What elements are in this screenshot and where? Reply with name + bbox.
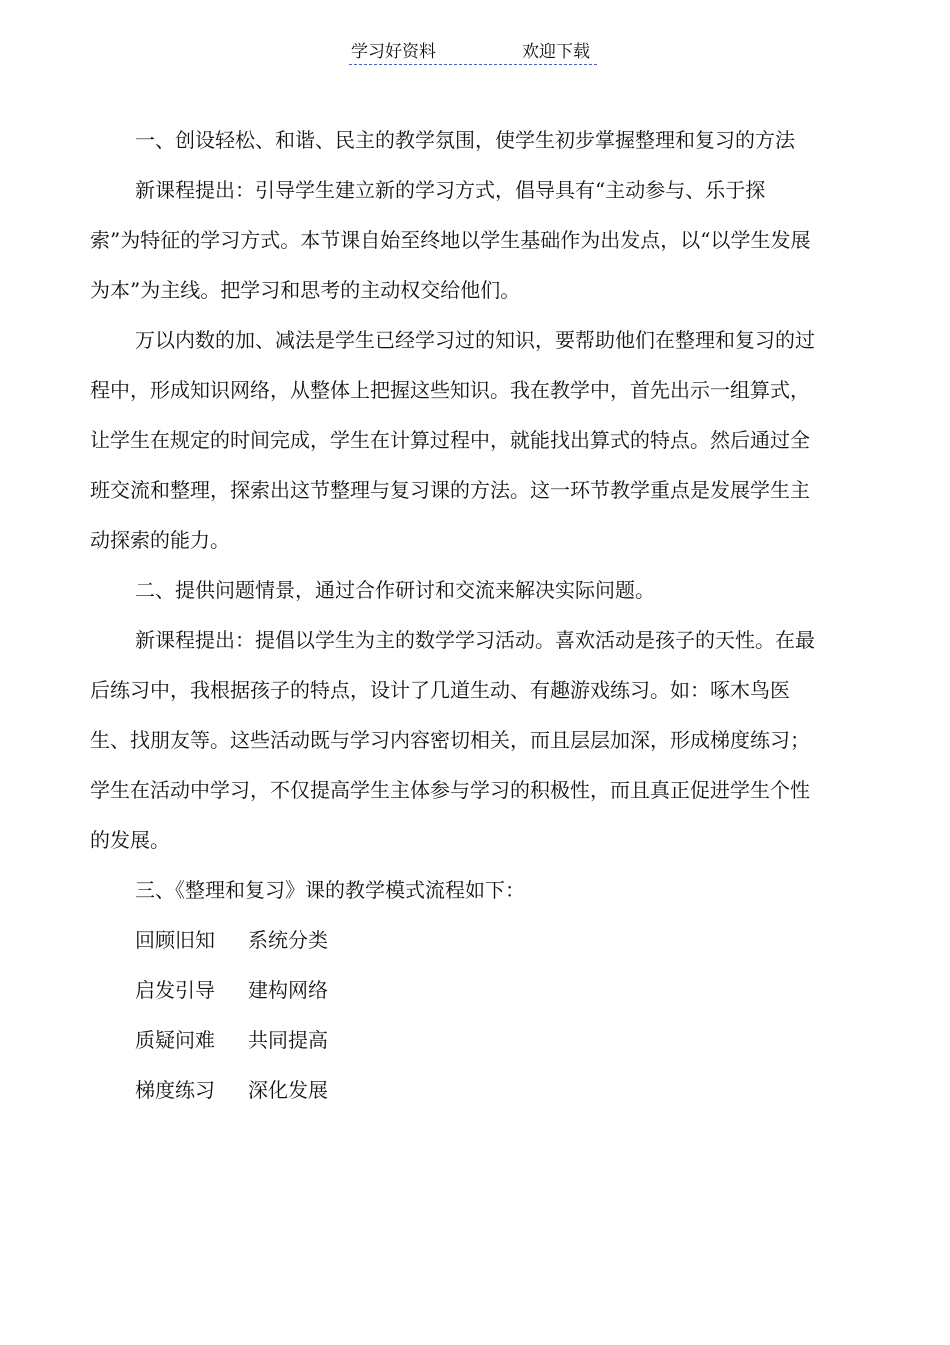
flow-step-goal: 深化发展 — [248, 1078, 328, 1102]
flow-step-phase: 梯度练习 — [135, 1078, 215, 1102]
paragraph: 新课程提出：引导学生建立新的学习方式，倡导具有“主动参与、乐于探索”为特征的学习方式。本节课自始至终地以学生基础作为出发点，以“以学生发展为本”为主线。把学习和思考的主动权交给他们。 — [90, 178, 811, 302]
flow-step — [90, 965, 815, 1015]
document-body — [90, 115, 815, 1115]
flow-step — [90, 915, 815, 965]
header-left-text: 学习好资料 — [351, 42, 436, 62]
flow-step — [90, 1065, 815, 1115]
header-right-text: 欢迎下载 — [522, 42, 590, 62]
flow-step-phase: 启发引导 — [135, 978, 215, 1002]
section-heading-3: 三、《整理和复习》课的教学模式流程如下： — [135, 878, 525, 902]
paragraph: 新课程提出：提倡以学生为主的数学学习活动。喜欢活动是孩子的天性。在最后练习中，我根据孩子的特点，设计了几道生动、有趣游戏练习。如：啄木鸟医生、找朋友等。这些活动既与学习内容密切相关，而且层层加深，形成梯度练习；学生在活动中学习，不仅提高学生主体参与学习的积极性，而且真正促进学生个性的发展。 — [90, 628, 815, 852]
section-heading-2: 二、提供问题情景，通过合作研讨和交流来解决实际问题。 — [135, 578, 655, 602]
flow-step-goal: 系统分类 — [248, 928, 328, 952]
paragraph: 万以内数的加、减法是学生已经学习过的知识，要帮助他们在整理和复习的过程中，形成知识网络，从整体上把握这些知识。我在教学中，首先出示一组算式，让学生在规定的时间完成，学生在计算过程中，就能找出算式的特点。然后通过全班交流和整理，探索出这节整理与复习课的方法。这一环节教学重点是发展学生主动探索的能力。 — [90, 328, 815, 552]
section-heading-1: 一、创设轻松、和谐、民主的教学氛围，使学生初步掌握整理和复习的方法 — [135, 128, 795, 152]
flow-step-goal: 建构网络 — [248, 978, 328, 1002]
flow-step-phase: 回顾旧知 — [135, 928, 215, 952]
page-header — [349, 40, 597, 65]
flow-step — [90, 1015, 815, 1065]
flow-step-goal: 共同提高 — [248, 1028, 328, 1052]
flow-step-phase: 质疑问难 — [135, 1028, 215, 1052]
